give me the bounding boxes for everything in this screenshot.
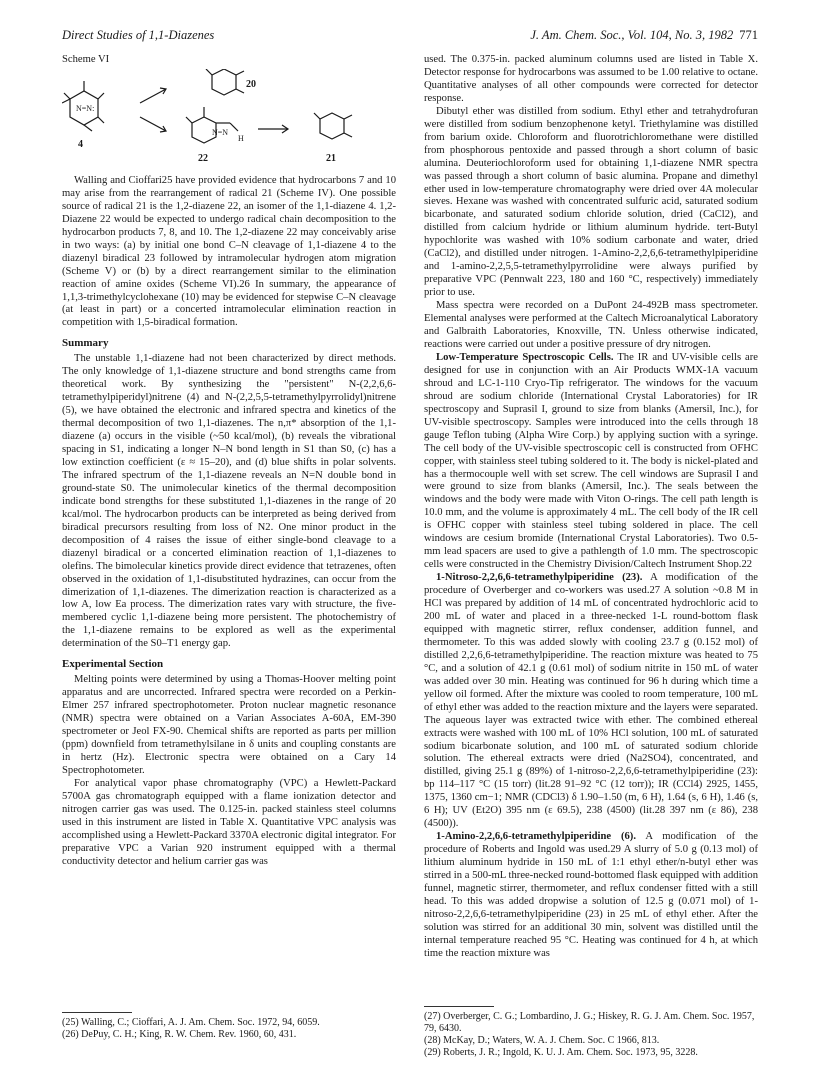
page-number: 771 <box>739 28 758 42</box>
label-22: 22 <box>198 152 208 164</box>
label-4: 4 <box>78 138 83 150</box>
compound-22-structure <box>186 107 238 143</box>
svg-text:H: H <box>238 133 244 143</box>
paragraph-right-3: Mass spectra were recorded on a DuPont 24-492B mass spectrometer. Elemental analyses were performed at the Caltech Microanalytical Laboratory and Galbraith Laboratories, Knoxville, TN. Unless otherwise indicated, reactions were carried out under a positive pressure of dry nitrogen. <box>424 300 758 350</box>
right-column <box>424 54 758 961</box>
paragraph-walling: Walling and Cioffari25 have provided evidence that hydrocarbons 7 and 10 may arise from the rearrangement of radical 21 (Scheme IV). One possible source of radical 21 is the 1,2-diazene 22, an isomer of the 1,1-diazene 4. 1,2-Diazene 22 would be expected to undergo radical chain decomposition to the hydrocarbon products 7, 8, and 10. The 1,2-diazene 22 may conceivably arise in two ways: (a) by initial one bond C–N cleavage of 1,1-diazene 4 to the diazenyl biradical 23 followed by intramolecular hydrogen atom migration (Scheme V) or (b) by a direct rearrangement similar to the elimination reaction of amine oxides (Scheme VI).26 In summary, the appearance of 1,1,3-trimethylcyclohexane (10) may be evidenced for stepwise C–N cleavage (at least in part) or a concerted intramolecular elimination reaction in competition with 1,5-biradical formation. <box>62 174 396 329</box>
compound-20-structure <box>206 69 244 95</box>
svg-text:N=N: N=N <box>212 127 229 137</box>
footnote-25: (25) Walling, C.; Cioffari, A. J. Am. Chem. Soc. 1972, 94, 6059. <box>62 1017 320 1028</box>
scheme-vi-figure <box>62 69 396 167</box>
arrow-down <box>140 117 166 131</box>
footnote-28: (28) McKay, D.; Waters, W. A. J. Chem. Soc. C 1966, 813. <box>424 1035 660 1046</box>
paragraph-nitroso <box>424 572 758 831</box>
run-in-head-nitroso: 1-Nitroso-2,2,6,6-tetramethylpiperidine (23). <box>436 572 643 584</box>
paragraph-summary: The unstable 1,1-diazene had not been characterized by direct methods. The only knowledge of 1,1-diazene structure and bond strengths came from theoretical work. By synthesizing the "persistent" N-(2,2,6,6-tetramethylpiperidyl)nitrene (4) and N-(2,2,5,5-tetramethylpyrrolidyl)nitrene (5), we have obtained the electronic and infrared spectra and kinetics of the thermal decomposition of two 1,1-diazenes. The n,π* absorption of the 1,1-diazene (a) occurs in the visible (~50 kcal/mol), (b) reveals the vibrational spacing in S1, indicating a longer N–N bond length in S1 than S0, (c) has a low extinction coefficient (ε ≈ 15–20), and (d) blue shifts in polar solvents. The infrared spectrum of the 1,1-diazene reveals an N=N double bond in ground-state S0. The unimolecular kinetics of the thermal decomposition indicate bond strengths for these substituted 1,1-diazenes in the range of 20 kcal/mol. The hydrocarbon products can be interpreted as being derived from biradical precursors resulting from loss of N2. One minor product in the decomposition of 4 raises the issue of either single-bond cleavage to a diazenyl biradical or a concerted elimination reaction of 1,1-diazenes to olefins. The bimolecular kinetics provide direct evidence that tetrazenes, often observed in the oxidation of 1,1-disubstituted hydrazines, can occur from the dimerization of 1,1-diazenes. The dimerization reaction is characterized as a low A, low Ea process. The dimerization rates vary with structure, the five-membered cyclic 1,1-diazene being more persistent. The photochemistry of the 1,1-diazene remains to be explored as well as the experimental determination of the S0–T1 energy gap. <box>62 353 396 650</box>
run-in-head-amino: 1-Amino-2,2,6,6-tetramethylpiperidine (6). <box>436 831 636 843</box>
scheme-title: Scheme VI <box>62 54 110 65</box>
summary-heading: Summary <box>62 337 109 350</box>
left-column <box>62 54 396 869</box>
footnotes-left <box>62 1012 396 1041</box>
arrow-up <box>140 89 166 103</box>
paragraph-exp-1: Melting points were determined by using a Thomas-Hoover melting point apparatus and are uncorrected. Infrared spectra were recorded on a Perkin-Elmer 257 infrared spectrophotometer. Proton nuclear magnetic resonance (NMR) spectra were obtained on a Varian Associates A-60A, EM-390 spectrometer or Jeol FX-90. Chemical shifts are reported as parts per million (ppm) downfield from tetramethylsilane in δ units and coupling constants are in hertz (Hz). Electronic spectra were obtained on a Cary 14 Spectrophotometer. <box>62 674 396 776</box>
paragraph-amino <box>424 831 758 961</box>
footnote-29: (29) Roberts, J. R.; Ingold, K. U. J. Am. Chem. Soc. 1973, 95, 3228. <box>424 1047 698 1058</box>
paragraph-exp-2: For analytical vapor phase chromatography (VPC) a Hewlett-Packard 5700A gas chromatograph equipped with a flame ionization detector and nitrogen carrier gas was used. The 0.125-in. packed stainless steel columns used in this instrument are listed in Table X. Quantitative VPC analysis was accomplished using a Hewlett-Packard 3370A electronic digital integrator. For preparative VPC a Varian 920 instrument equipped with a thermal conductivity detector and helium carrier gas was <box>62 777 396 867</box>
cells-text: The IR and UV-visible cells are designed for use in conjunction with an Air Products WMX-1A vacuum shroud and LC-1-110 Cryo-Tip refrigerator. The windows for the vacuum shroud are sodium chloride (International Crystal Laboratories) for IR spectroscopy and Suprasil I, ground to size from blanks (Amersil, Inc.), for UV-visible spectroscopy. Samples were introduced into the cells through 18 gauge Teflon tubing (Alpha Wire Corp.) by applying suction with a syringe. The cell body of the UV-visible spectroscopic cell is constructed from OFHC copper, with stainless steel tubing soldered to it. The body is nickel-plated and has a thermocouple well with set screw. The cell windows are Suprasil I and were ground to size from blanks (Amersil, Inc.). The seals between the windows and the body were made with Viton O-rings. The cell path length is 10.0 mm, and the volume is approximately 4 mL. The cell body of the IR cell is OFHC copper with stainless steel tubing soldered in place. The cell windows are cesium bromide (International Crystal Laboratories). Two 0.5-mm lead spacers are used to give a pathlength of 1.0 mm. The spectroscopic cells were constructed in the Chemistry Division/Caltech Instrument Shop.22 <box>424 351 758 571</box>
footnotes-right <box>424 1006 758 1059</box>
paragraph-spectroscopic-cells <box>424 352 758 572</box>
label-20: 20 <box>246 78 256 90</box>
paragraph-right-2: Dibutyl ether was distilled from sodium. Ethyl ether and tetrahydrofuran were distilled from sodium benzophenone ketyl. Triethylamine was distilled from barium oxide. Chloroform and fluorotrichloromethane were distilled from phosphorous pentoxide and passed through a short column of basic alumina. Deuteriochloroform used for obtaining 1,1-diazene NMR spectra was passed through a short column of basic alumina. Propane and dimethyl ether used in low-temperature chromatography were dried over 4A molecular sieves. Hexane was washed with concentrated sulfuric acid, saturated sodium bicarbonate, and saturated sodium chloride solution, dried (CaCl2), and distilled from calcium hydride or lithium aluminum hydride. tert-Butyl hypochlorite was washed with 10% sodium carbonate and water, dried (CaCl2), and distilled under nitrogen. 1-Amino-2,2,6,6-tetramethylpiperidine and 1-amino-2,2,5,5-tetramethylpyrrolidine were always purified by preparative VPC (Pennwalt 223, 180 and 160 °C, respectively) immediately prior to use. <box>424 105 758 299</box>
amino-text: A modification of the procedure of Roberts and Ingold was used.29 A slurry of 5.0 g (0.13 mol) of lithium aluminum hydride in 150 mL of 1:1 ethyl ether/n-butyl ether was stirred in a 500-mL three-necked round-bottomed flask equipped with addition funnel, magnetic stirrer, thermometer, and reflux condenser fitted with a still head. To this was added dropwise a solution of 12.5 g (0.071 mol) of 1-nitroso-2,2,6,6-tetramethylpiperidine (23) in 25 mL of ethyl ether. After the solution was stirred for an additional 30 min, solvent was distilled until the internal temperature reached 95 °C. Heating was continued for 4 h, at which time the reaction mixture was <box>424 831 758 959</box>
run-in-head-cells: Low-Temperature Spectroscopic Cells. <box>436 351 614 363</box>
footnote-26: (26) DePuy, C. H.; King, R. W. Chem. Rev. 1960, 60, 431. <box>62 1029 297 1040</box>
running-header-title: Direct Studies of 1,1-Diazenes <box>62 28 215 42</box>
label-21: 21 <box>326 152 336 164</box>
experimental-heading: Experimental Section <box>62 658 164 671</box>
nitroso-text: A modification of the procedure of Overberger and co-workers was used.27 A solution ~0.8 M in HCl was prepared by addition of 14 mL of concentrated hydrochloric acid to 200 mL of water and placed in a three-necked 1-L round-bottom flask equipped with magnetic stirrer, reflux condenser, addition funnel, and thermometer. To this was added slowly with cooling 23.7 g (0.152 mol) of distilled 2,2,6,6-tetramethylpiperidine. The reaction mixture was heated to 75 °C, and a solution of 42.1 g (0.61 mol) of sodium nitrite in 150 mL of water was added over 30 min. Heating was continued for 96 h during which time a yellow oil formed. After the mixture was cooled to room temperature, 100 mL of ethyl ether was added to the reaction mixture and the layers were separated. The aqueous layer was extracted twice with ether. The combined ethereal extracts were washed with 100 mL of 10% HCl solution, 100 mL of saturated sodium bicarbonate solution, and 100 mL of saturated sodium chloride solution. The ethereal extracts were dried (Na2SO4), concentrated, and distilled, giving 25.1 g (89%) of 1-nitroso-2,2,6,6-tetramethylpiperidine (23): bp 114–117 °C (15 torr) (lit.28 91–92 °C (12 torr)); IR (CCl4) 2925, 1455, 1375, 1360 cm−1; NMR (CDCl3) δ 1.90–1.50 (m, 6 H), 1.64 (s, 6 H), 1.46 (s, 6 H); UV (Et2O) 395 nm (ε 69.5), 238 (4500) (lit.28 397 nm (ε 86), 238 (4500)). <box>424 572 758 830</box>
paragraph-right-1: used. The 0.375-in. packed aluminum columns used are listed in Table X. Detector response for hydrocarbons was assumed to be 1.00 relative to octane. Quantitative analyses of all other compounds were corrected for detector response. <box>424 54 758 104</box>
journal-citation: J. Am. Chem. Soc., Vol. 104, No. 3, 1982 <box>530 28 734 42</box>
footnote-27: (27) Overberger, C. G.; Lombardino, J. G.; Hiskey, R. G. J. Am. Chem. Soc. 1957, 79, 6430. <box>424 1011 755 1034</box>
footnote-rule-right <box>424 1006 494 1007</box>
svg-text:N=N:: N=N: <box>76 103 95 113</box>
running-header-journal <box>530 28 758 43</box>
footnote-rule <box>62 1012 132 1013</box>
compound-21-structure <box>314 113 352 139</box>
